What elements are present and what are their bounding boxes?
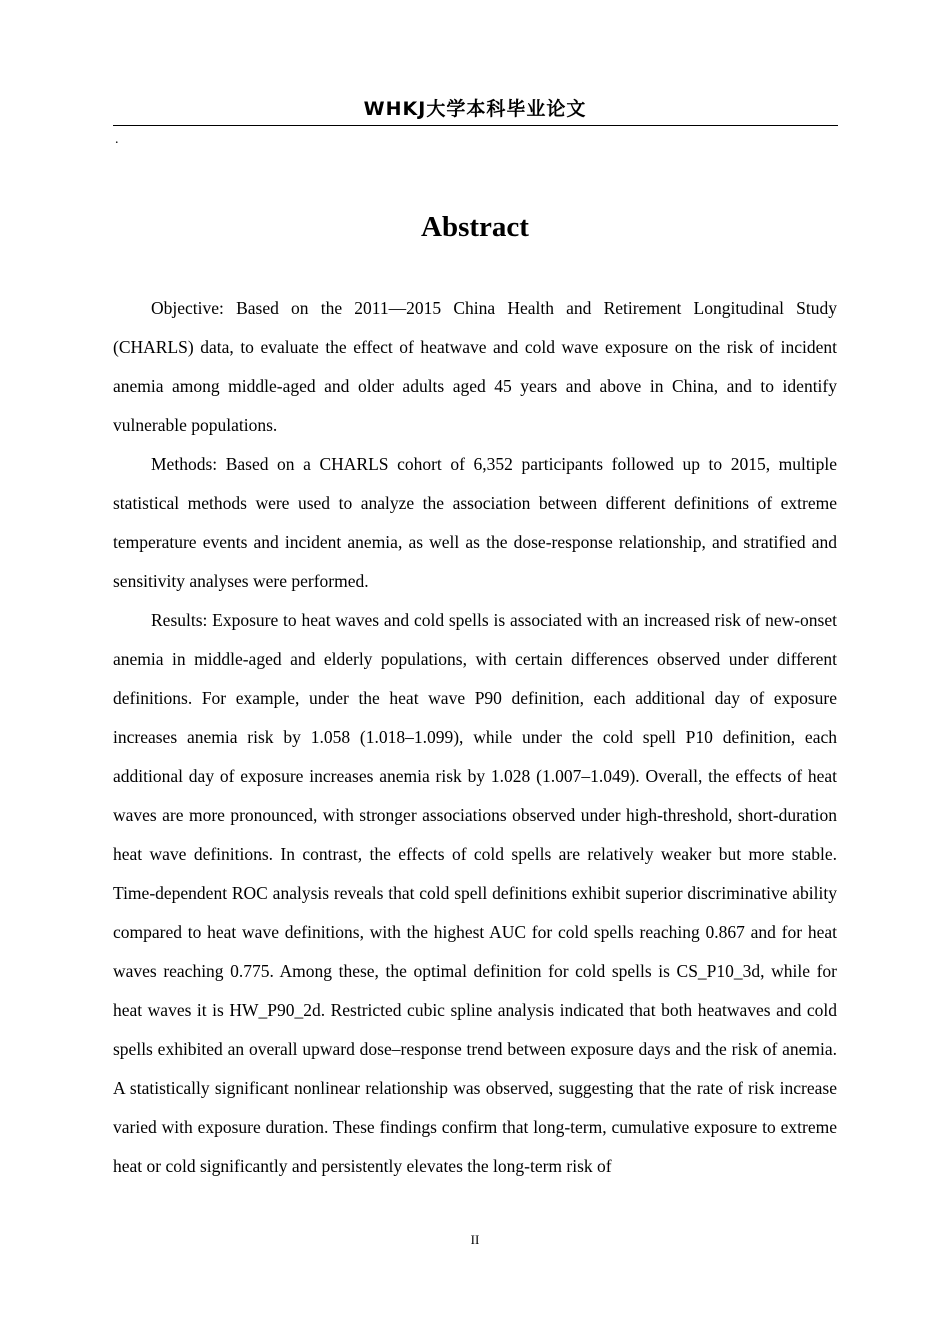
abstract-title: Abstract [421, 211, 529, 243]
stray-mark: . [115, 132, 119, 147]
abstract-body [113, 289, 837, 1186]
methods-paragraph: Methods: Based on a CHARLS cohort of 6,352 participants followed up to 2015, multiple statistical methods were used to analyze the association between different definitions of extreme temperature events and incident anemia, as well as the dose-response relationship, and stratified and sensitivity analyses were performed. [113, 454, 837, 591]
running-header: WHKJ大学本科毕业论文 [363, 98, 587, 120]
results-paragraph: Results: Exposure to heat waves and cold spells is associated with an increased risk of new-onset anemia in middle-aged and elderly populations, with certain differences observed under different definitions. For example, under the heat wave P90 definition, each additional day of exposure increases anemia risk by 1.058 (1.018–1.099), while under the cold spell P10 definition, each additional day of exposure increases anemia risk by 1.028 (1.007–1.049). Overall, the effects of heat waves are more pronounced, with stronger associations observed under high-threshold, short-duration heat wave definitions. In contrast, the effects of cold spells are relatively weaker but more stable. Time-dependent ROC analysis reveals that cold spell definitions exhibit superior discriminative ability compared to heat wave definitions, with the highest AUC for cold spells reaching 0.867 and for heat waves reaching 0.775. Among these, the optimal definition for cold spells is CS_P10_3d, while for heat waves it is HW_P90_2d. Restricted cubic spline analysis indicated that both heatwaves and cold spells exhibited an overall upward dose–response trend between exposure days and the risk of anemia. A statistically significant nonlinear relationship was observed, suggesting that the rate of risk increase varied with exposure duration. These findings confirm that long-term, cumulative exposure to extreme heat or cold significantly and persistently elevates the long-term risk of [113, 610, 837, 1176]
header-divider [113, 125, 838, 126]
objective-paragraph: Objective: Based on the 2011—2015 China Health and Retirement Longitudinal Study (CHARLS) data, to evaluate the effect of heatwave and cold wave exposure on the risk of incident anemia among middle-aged and older adults aged 45 years and above in China, and to identify vulnerable populations. [113, 298, 837, 435]
page-number: II [470, 1232, 480, 1247]
